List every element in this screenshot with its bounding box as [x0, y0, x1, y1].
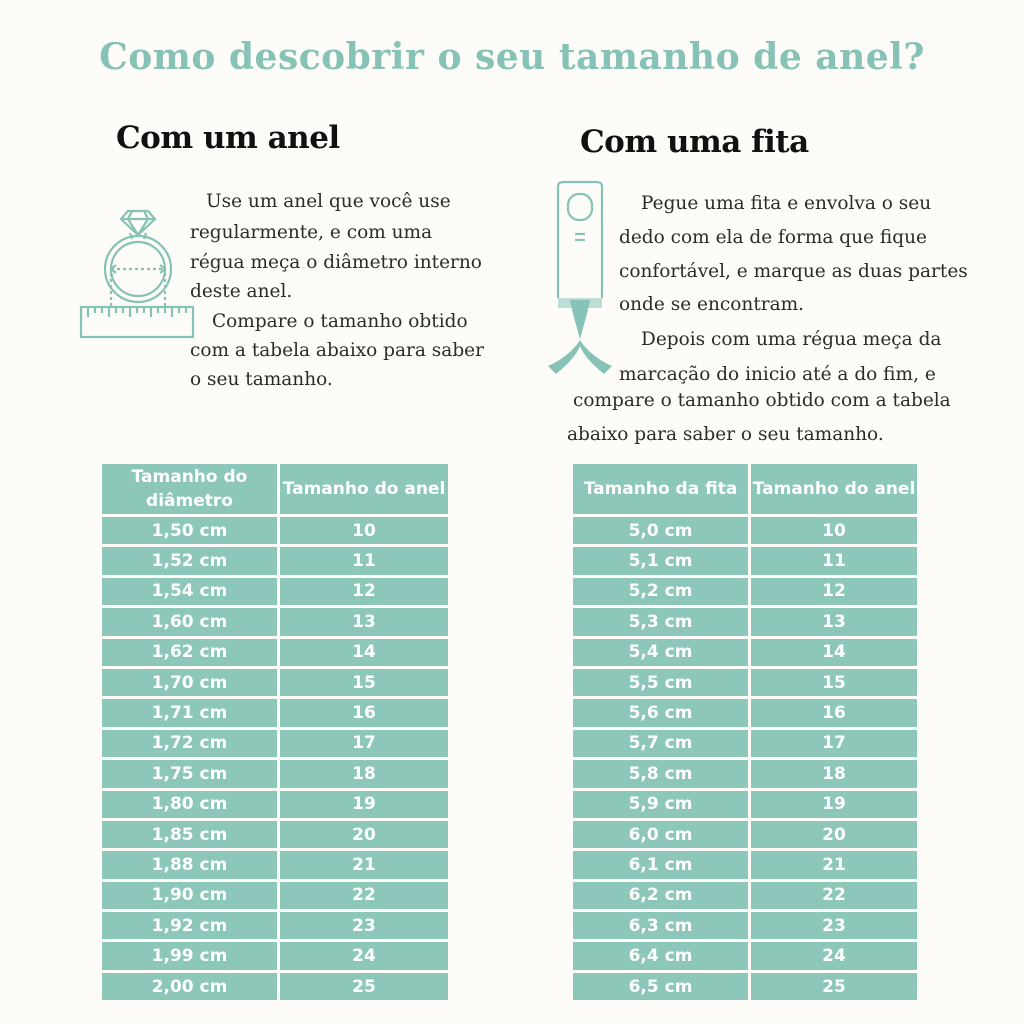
table-header-ribbon-length: Tamanho da fita — [573, 464, 748, 514]
ring-instruction-line: com a tabela abaixo para saber — [190, 340, 484, 361]
table-row — [573, 791, 917, 818]
table-row — [102, 578, 448, 605]
table-row — [102, 851, 448, 878]
finger-ribbon-icon — [544, 180, 616, 380]
table-row — [573, 821, 917, 848]
ring-size-cell: 18 — [280, 760, 448, 787]
ring-ruler-icon — [78, 203, 198, 343]
ring-size-cell: 14 — [280, 639, 448, 666]
measurement-cell: 1,71 cm — [102, 699, 277, 726]
table-row — [102, 730, 448, 757]
ring-size-cell: 20 — [280, 821, 448, 848]
measurement-cell: 5,4 cm — [573, 639, 748, 666]
measurement-cell: 1,50 cm — [102, 517, 277, 544]
measurement-cell: 5,2 cm — [573, 578, 748, 605]
measurement-cell: 5,8 cm — [573, 760, 748, 787]
table-row — [102, 608, 448, 635]
ring-instruction-line: deste anel. — [190, 281, 293, 302]
table-row — [102, 517, 448, 544]
measurement-cell: 6,0 cm — [573, 821, 748, 848]
table-row — [573, 912, 917, 939]
ring-instruction-line: o seu tamanho. — [190, 369, 333, 390]
ring-size-cell: 12 — [751, 578, 917, 605]
ring-size-cell: 17 — [751, 730, 917, 757]
ring-instruction-line: Use um anel que você use — [206, 191, 451, 212]
ring-size-cell: 10 — [280, 517, 448, 544]
ring-size-cell: 21 — [751, 851, 917, 878]
ring-instruction-line: régua meça o diâmetro interno — [190, 252, 482, 273]
ring-size-cell: 13 — [280, 608, 448, 635]
ring-size-cell: 13 — [751, 608, 917, 635]
measurement-cell: 1,62 cm — [102, 639, 277, 666]
ring-size-table — [99, 461, 451, 1003]
ribbon-instruction-line: dedo com ela de forma que fique — [619, 227, 927, 248]
ring-size-cell: 16 — [280, 699, 448, 726]
table-row — [573, 639, 917, 666]
ring-size-cell: 19 — [280, 791, 448, 818]
measurement-cell: 6,1 cm — [573, 851, 748, 878]
table-row — [102, 821, 448, 848]
measurement-cell: 1,85 cm — [102, 821, 277, 848]
table-row — [102, 760, 448, 787]
measurement-cell: 5,6 cm — [573, 699, 748, 726]
measurement-cell: 1,80 cm — [102, 791, 277, 818]
ring-size-cell: 25 — [280, 973, 448, 1000]
ribbon-instruction-line: compare o tamanho obtido com a tabela — [573, 390, 951, 411]
measurement-cell: 1,70 cm — [102, 669, 277, 696]
ribbon-instruction-line: Depois com uma régua meça da — [641, 329, 942, 350]
ring-size-cell: 14 — [751, 639, 917, 666]
measurement-cell: 5,9 cm — [573, 791, 748, 818]
measurement-cell: 6,5 cm — [573, 973, 748, 1000]
table-row — [573, 730, 917, 757]
ring-instruction-line: regularmente, e com uma — [190, 222, 433, 243]
ring-size-cell: 18 — [751, 760, 917, 787]
measurement-cell: 1,99 cm — [102, 942, 277, 969]
ribbon-instruction-line: marcação do inicio até a do fim, e — [619, 364, 936, 385]
ring-size-cell: 24 — [751, 942, 917, 969]
ring-size-cell: 15 — [280, 669, 448, 696]
measurement-cell: 6,3 cm — [573, 912, 748, 939]
ring-size-cell: 19 — [751, 791, 917, 818]
measurement-cell: 1,72 cm — [102, 730, 277, 757]
ring-size-cell: 17 — [280, 730, 448, 757]
section-heading-ribbon: Com uma fita — [580, 124, 809, 160]
measurement-cell: 5,7 cm — [573, 730, 748, 757]
ring-size-cell: 24 — [280, 942, 448, 969]
table-row — [573, 578, 917, 605]
measurement-cell: 6,4 cm — [573, 942, 748, 969]
table-row — [573, 699, 917, 726]
table-row — [102, 547, 448, 574]
measurement-cell: 5,5 cm — [573, 669, 748, 696]
ring-size-cell: 23 — [751, 912, 917, 939]
table-row — [573, 973, 917, 1000]
ring-size-cell: 25 — [751, 973, 917, 1000]
ring-size-cell: 11 — [751, 547, 917, 574]
page-title: Como descobrir o seu tamanho de anel? — [99, 36, 925, 78]
table-row — [102, 791, 448, 818]
table-header-diameter: Tamanho do diâmetro — [102, 464, 277, 514]
ribbon-instruction-line: confortável, e marque as duas partes — [619, 261, 968, 282]
ring-size-cell: 21 — [280, 851, 448, 878]
measurement-cell: 1,54 cm — [102, 578, 277, 605]
measurement-cell: 5,1 cm — [573, 547, 748, 574]
ring-size-cell: 11 — [280, 547, 448, 574]
ribbon-instruction-line: abaixo para saber o seu tamanho. — [567, 424, 884, 445]
ribbon-instruction-line: Pegue uma fita e envolva o seu — [641, 193, 932, 214]
section-heading-ring: Com um anel — [116, 120, 340, 156]
table-row — [573, 608, 917, 635]
measurement-cell: 5,3 cm — [573, 608, 748, 635]
measurement-cell: 5,0 cm — [573, 517, 748, 544]
table-row — [102, 942, 448, 969]
table-row — [102, 639, 448, 666]
table-row — [102, 973, 448, 1000]
ring-size-cell: 15 — [751, 669, 917, 696]
measurement-cell: 1,88 cm — [102, 851, 277, 878]
ring-size-cell: 22 — [751, 882, 917, 909]
table-header-ring-size: Tamanho do anel — [280, 464, 448, 514]
table-row — [573, 517, 917, 544]
table-header-ring-size: Tamanho do anel — [751, 464, 917, 514]
ring-size-cell: 10 — [751, 517, 917, 544]
measurement-cell: 1,60 cm — [102, 608, 277, 635]
measurement-cell: 1,75 cm — [102, 760, 277, 787]
measurement-cell: 1,52 cm — [102, 547, 277, 574]
table-row — [102, 699, 448, 726]
ring-size-cell: 22 — [280, 882, 448, 909]
table-row — [102, 912, 448, 939]
table-row — [573, 942, 917, 969]
measurement-cell: 1,90 cm — [102, 882, 277, 909]
ribbon-instruction-line: onde se encontram. — [619, 294, 805, 315]
table-row — [102, 669, 448, 696]
ribbon-size-table — [570, 461, 920, 1003]
ring-size-cell: 16 — [751, 699, 917, 726]
measurement-cell: 6,2 cm — [573, 882, 748, 909]
table-row — [573, 760, 917, 787]
ring-size-cell: 20 — [751, 821, 917, 848]
table-row — [573, 669, 917, 696]
ring-size-cell: 12 — [280, 578, 448, 605]
table-row — [102, 882, 448, 909]
table-row — [573, 547, 917, 574]
ring-size-cell: 23 — [280, 912, 448, 939]
table-row — [573, 851, 917, 878]
table-row — [573, 882, 917, 909]
measurement-cell: 2,00 cm — [102, 973, 277, 1000]
measurement-cell: 1,92 cm — [102, 912, 277, 939]
ring-instruction-line: Compare o tamanho obtido — [212, 311, 468, 332]
